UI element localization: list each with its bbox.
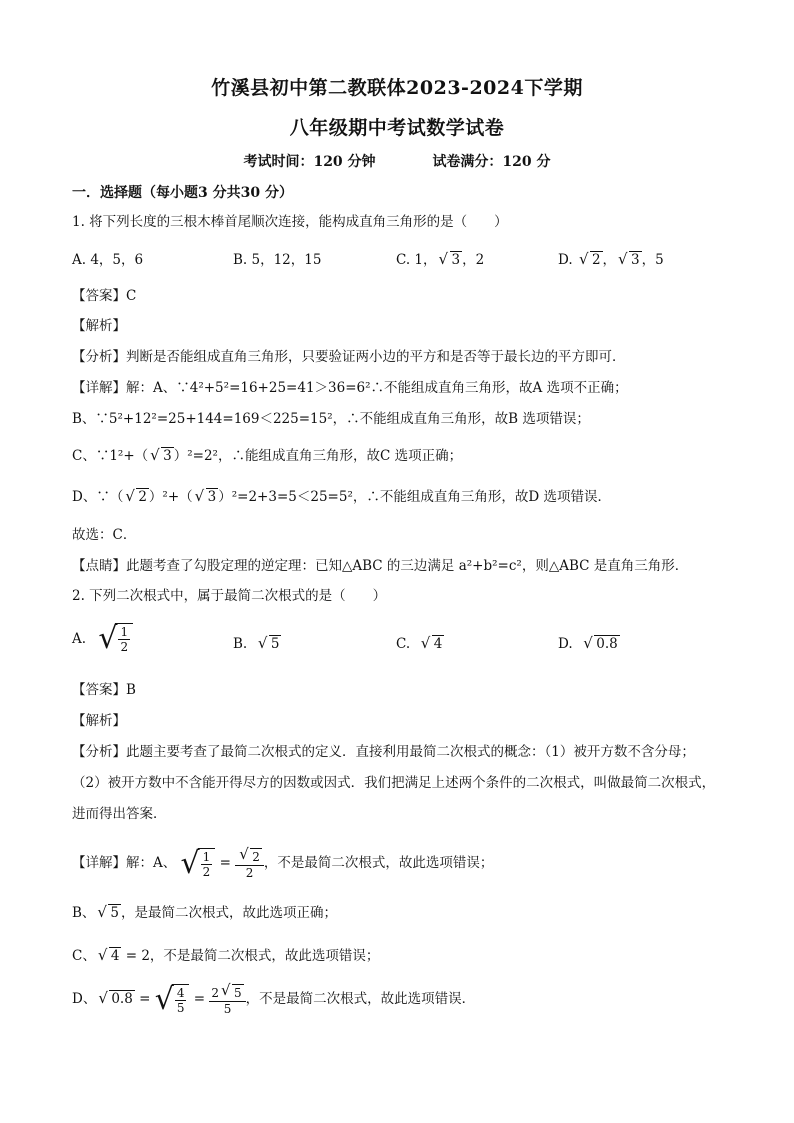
exam-meta [0, 151, 794, 171]
xiangjie-tag: 【详解】 [72, 380, 126, 396]
sqrt-symbol [583, 634, 619, 654]
q1-xiangjie-d-prefix: D、∵（ [72, 489, 124, 505]
q2-xiangjie-d-result-radicand: 5 [234, 985, 242, 1000]
q2-option-a-label: A. [72, 631, 87, 647]
q2-xiangjie-d [72, 982, 475, 1016]
q1-xiangjie-c [72, 446, 462, 466]
sqrt-symbol [258, 634, 282, 654]
q1-answer-value: C [126, 288, 137, 304]
fraction [201, 850, 213, 879]
radical-body [115, 623, 133, 655]
q2-answer-value: B [126, 682, 136, 698]
radical-body [198, 848, 216, 880]
q1-dianjing [72, 556, 688, 576]
exam-score: 试卷满分：120 分 [432, 154, 551, 170]
q2-fenxi-3: 进而得出答案． [72, 806, 167, 822]
q1-xiangjie-d-suffix: ）²=2+3=5＜25=5²，∴不能组成直角三角形，故D 选项错误． [218, 489, 611, 505]
q2-xiangjie-d-result-coef: 2 [211, 985, 220, 1000]
q1-option-d-radicand2: 3 [631, 252, 640, 268]
answer-tag: 【答案】 [72, 288, 126, 304]
q1-xiangjie-c-suffix: ）²=2²，∴能组成直角三角形，故C 选项正确； [173, 448, 463, 464]
sqrt-symbol [154, 981, 190, 1017]
q1-option-b: B. 5，12，15 [233, 252, 322, 268]
q2-xiangjie-b-radicand: 5 [110, 905, 120, 921]
dianjing-tag: 【点睛】 [72, 558, 126, 574]
q2-analysis-tag: 【解析】 [72, 713, 126, 729]
q2-xiangjie-d-radicand: 0.8 [111, 991, 133, 1007]
q2-xiangjie-b [72, 903, 337, 923]
q2-xiangjie-d-result-numerator [209, 984, 245, 1002]
radical-hook: √ [98, 621, 118, 656]
q2-option-d-label: D. [558, 636, 573, 652]
q2-xiangjie-a-result-denominator: 2 [245, 865, 254, 880]
q2-fenxi-1 [72, 742, 695, 762]
q2-xiangjie-d-denominator: 5 [176, 1000, 185, 1015]
q2-xiangjie-d-prefix: D、 [72, 991, 97, 1007]
q2-xiangjie-a-prefix: 解：A、 [126, 855, 177, 871]
sqrt-symbol [125, 487, 149, 507]
equals-sign: = [189, 991, 210, 1007]
q2-option-c [396, 634, 444, 654]
q1-xiangjie-d-mid: ）²+（ [148, 489, 193, 505]
q1-option-d-prefix: D. [558, 252, 577, 268]
xiangjie-tag: 【详解】 [72, 855, 126, 871]
q2-option-a [72, 623, 133, 655]
q1-option-c [396, 250, 484, 270]
q1-option-c-suffix: ，2 [462, 252, 485, 268]
sqrt-symbol [618, 250, 642, 270]
q1-xiangjie-d-radicand2: 3 [207, 489, 217, 505]
fraction [175, 986, 187, 1015]
fenxi-tag: 【分析】 [72, 349, 126, 365]
q1-xiangjie-b: B、∵5²+12²=25+144=169＜225=15²，∴不能组成直角三角形，故B 选项错误； [72, 411, 590, 427]
q2-stem: 2. 下列二次根式中，属于最简二次根式的是（ ） [72, 588, 387, 604]
q2-option-d-radicand: 0.8 [596, 636, 618, 652]
exam-time: 考试时间：120 分钟 [243, 154, 376, 170]
q1-analysis-tag: 【解析】 [72, 318, 126, 334]
q1-xiangjie-d-radicand1: 2 [138, 489, 147, 505]
page-title-line2: 八年级期中考试数学试卷 [289, 117, 505, 139]
q2-option-c-radicand: 4 [433, 636, 443, 652]
sqrt-symbol [180, 845, 216, 881]
sqrt-symbol [97, 903, 121, 923]
page-title-line1: 竹溪县初中第二教联体2023-2024下学期 [211, 77, 583, 99]
fraction [118, 625, 130, 654]
q1-dianjing-text: 此题考查了勾股定理的逆定理：已知△ABC 的三边满足 a²+b²=c²，则△ABC 是直角三角形． [126, 558, 689, 574]
q2-xiangjie-b-suffix: ，是最简二次根式，故此选项正确； [121, 905, 338, 921]
q1-choose: 故选：C． [72, 527, 137, 543]
q2-xiangjie-d-numerator: 4 [176, 985, 185, 1000]
q2-xiangjie-a [72, 846, 493, 880]
radical-body [172, 984, 190, 1016]
q2-xiangjie-c-eq: = 2 [121, 948, 150, 964]
q1-xiangjie-c-radicand: 3 [163, 448, 172, 464]
q2-xiangjie-a-result-radicand: 2 [252, 849, 260, 864]
q2-xiangjie-c-prefix: C、 [72, 948, 96, 964]
q1-answer [72, 286, 136, 306]
sqrt-symbol [579, 250, 603, 270]
q1-xiangjie-d [72, 487, 611, 507]
q2-option-b-label: B. [233, 636, 248, 652]
q1-option-c-radicand: 3 [451, 252, 461, 268]
sqrt-symbol [150, 446, 174, 466]
sqrt-symbol [239, 848, 262, 865]
answer-tag: 【答案】 [72, 682, 126, 698]
section-heading: 一．选择题（每小题3 分共30 分） [72, 185, 293, 201]
sqrt-symbol [221, 984, 244, 1001]
q2-fenxi-text-1: 此题主要考查了最简二次根式的定义．直接利用最简二次根式的概念：（1）被开方数不含分母； [126, 744, 695, 760]
q1-option-d-suffix: ，5 [641, 252, 664, 268]
q2-xiangjie-b-prefix: B、 [72, 905, 96, 921]
q2-option-a-denominator: 2 [120, 640, 129, 654]
sqrt-symbol [439, 250, 463, 270]
equals-sign: = [219, 855, 231, 871]
q1-fenxi [72, 347, 626, 367]
q1-stem: 1. 将下列长度的三根木棒首尾顺次连接，能构成直角三角形的是（ ） [72, 214, 508, 230]
q2-option-c-label: C. [396, 636, 411, 652]
q2-xiangjie-d-suffix: ，不是最简二次根式，故此选项错误． [245, 991, 476, 1007]
q1-xiangjie-a [72, 378, 628, 398]
fraction [235, 848, 264, 880]
q1-option-d-radicand1: 2 [591, 252, 601, 268]
radical-hook: √ [154, 981, 174, 1017]
q2-option-d [558, 634, 620, 654]
q2-fenxi-2: （2）被开方数中不含能开得尽方的因数或因式．我们把满足上述两个条件的二次根式，叫做最简二次根式， [72, 775, 716, 791]
sqrt-symbol [98, 623, 133, 655]
sqrt-symbol [98, 946, 122, 966]
q2-xiangjie-a-suffix: ，不是最简二次根式，故此选项错误； [263, 855, 494, 871]
q2-xiangjie-c-radicand: 4 [110, 948, 120, 964]
q2-xiangjie-c-suffix: ，不是最简二次根式，故此选项错误； [149, 948, 380, 964]
q2-option-a-numerator: 1 [120, 625, 129, 639]
q1-option-d [558, 250, 664, 270]
equals-sign: = [134, 991, 155, 1007]
q2-xiangjie-c [72, 946, 379, 966]
radical-hook: √ [180, 845, 200, 881]
q2-answer [72, 680, 136, 700]
q1-xiangjie-a-text: 解：A、∵4²+5²=16+25=41＞36=6²∴不能组成直角三角形，故A 选项不正确； [126, 380, 628, 396]
fraction [209, 984, 245, 1016]
q1-fenxi-text: 判断是否能组成直角三角形，只要验证两小边的平方和是否等于最长边的平方即可． [126, 349, 626, 365]
q2-xiangjie-a-denominator: 2 [202, 864, 211, 879]
q1-xiangjie-c-prefix: C、∵1²+（ [72, 448, 149, 464]
q2-xiangjie-a-result-numerator [235, 848, 264, 866]
q2-xiangjie-d-result-denominator: 5 [223, 1001, 232, 1016]
fenxi-tag: 【分析】 [72, 744, 126, 760]
sqrt-symbol [195, 487, 219, 507]
q2-xiangjie-a-numerator: 1 [202, 849, 211, 864]
sqrt-symbol [98, 982, 134, 1016]
sqrt-symbol [421, 634, 445, 654]
q2-option-b [233, 634, 281, 654]
q2-option-b-radicand: 5 [270, 636, 280, 652]
q1-option-d-mid: ， [602, 252, 617, 268]
q1-option-a: A. 4，5，6 [72, 252, 144, 268]
q1-option-c-prefix: C. 1， [396, 252, 437, 268]
